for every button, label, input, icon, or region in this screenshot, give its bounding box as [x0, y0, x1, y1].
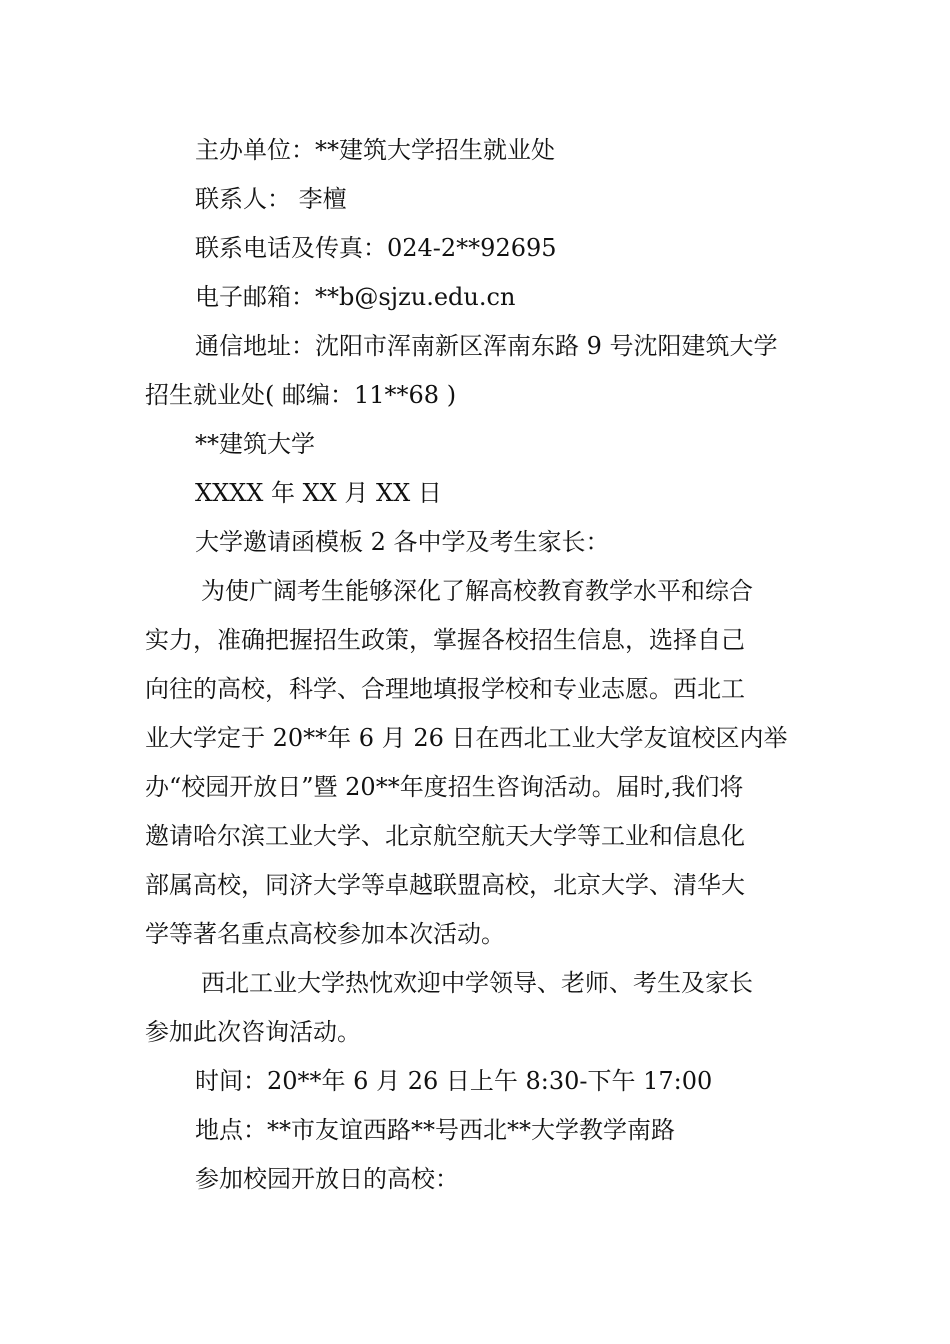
- event-time-line: 时间：20**年 6 月 26 日上午 8:30-下午 17:00: [195, 1067, 713, 1095]
- paragraph-line: 为使广阔考生能够深化了解高校教育教学水平和综合: [201, 577, 753, 605]
- signature-date: XXXX 年 XX 月 XX 日: [195, 479, 442, 507]
- document-body: [145, 126, 810, 1204]
- event-location-line: 地点：**市友谊西路**号西北**大学教学南路: [195, 1116, 675, 1144]
- contact-person-line: 联系人： 李檀: [195, 185, 347, 213]
- address-line-continued: 招生就业处( 邮编：11**68 ): [145, 381, 457, 409]
- paragraph-line: 业大学定于 20**年 6 月 26 日在西北工业大学友谊校区内举: [145, 724, 788, 752]
- template-heading: 大学邀请函模板 2 各中学及考生家长：: [195, 528, 610, 556]
- phone-fax-line: 联系电话及传真：024-2**92695: [195, 234, 557, 262]
- welcome-line: 西北工业大学热忱欢迎中学领导、老师、考生及家长: [201, 969, 753, 997]
- paragraph-line: 办“校园开放日”暨 20**年度招生咨询活动。届时,我们将: [145, 773, 744, 801]
- paragraph-line: 学等著名重点高校参加本次活动。: [145, 920, 505, 948]
- paragraph-line: 向往的高校，科学、合理地填报学校和专业志愿。西北工: [145, 675, 745, 703]
- signature-university: **建筑大学: [195, 430, 315, 458]
- address-line: 通信地址：沈阳市浑南新区浑南东路 9 号沈阳建筑大学: [195, 332, 778, 360]
- organizer-line: 主办单位：**建筑大学招生就业处: [195, 136, 555, 164]
- participating-universities-line: 参加校园开放日的高校：: [195, 1165, 459, 1193]
- welcome-line-continued: 参加此次咨询活动。: [145, 1018, 361, 1046]
- email-line: 电子邮箱：**b@sjzu.edu.cn: [195, 283, 516, 311]
- paragraph-line: 实力，准确把握招生政策，掌握各校招生信息，选择自己: [145, 626, 745, 654]
- paragraph-line: 部属高校，同济大学等卓越联盟高校，北京大学、清华大: [145, 871, 745, 899]
- paragraph-line: 邀请哈尔滨工业大学、北京航空航天大学等工业和信息化: [145, 822, 745, 850]
